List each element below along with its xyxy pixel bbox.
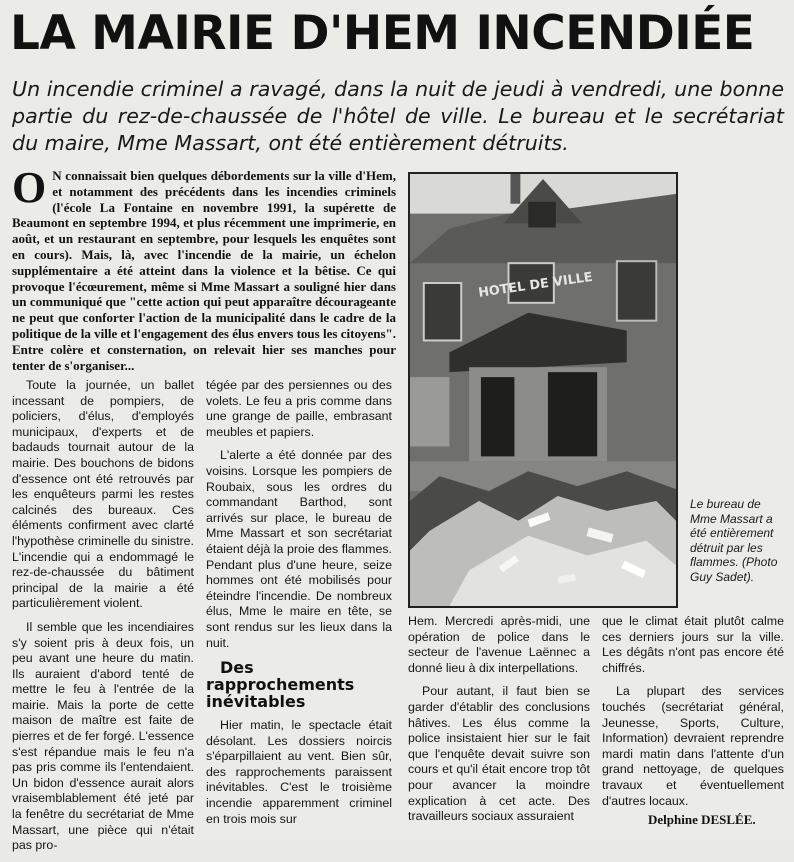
body-paragraph: Toute la journée, un ballet incessant de pompiers, de policiers, d'élus, d'employés municipaux, d'experts et de badauds tournait autour de la mairie. Des bouchons de bidons d'essence ont été retrouvés par les enquêteurs parmi les restes calcinés des bureaux. Ces éléments confirment avec clarté l'hypothèse criminelle du sinistre. L'incendie qui a endommagé le rez-de-chaussée du bâtiment principal de la mairie a été particulièrement violent. — [12, 378, 194, 611]
drop-cap: O — [12, 163, 47, 212]
body-paragraph: Pour autant, il faut bien se garder d'établir des conclusions hâtives. Les élus comme la police insistaient hier sur le fait que l'enquête devait suivre son cours et qu'il était encore trop tôt pour avancer la moindre explication à cet acte. Des travailleurs sociaux assuraient — [408, 684, 590, 824]
body-paragraph: tégée par des persiennes ou des volets. Le feu a pris comme dans une grange de paille, embrasant meubles et papiers. — [206, 378, 392, 439]
body-paragraph: Il semble que les incendiaires s'y soient pris à deux fois, un peu avant une heure du matin. Ils auraient d'abord tenté de mettre le feu à l'entrée de la mairie. Mais la porte de cette maison de maître est faite de pierres et de fer forgé. L'essence s'est répandue mais le feu n'a pas pris comme ils l'entendaient. Un bidon d'essence aurait alors vraisemblablement été jeté par la fenêtre du secrétariat de Mme Massart, une pièce qui n'était pas pro- — [12, 619, 194, 853]
body-column-1 — [12, 378, 194, 862]
body-paragraph: L'alerte a été donnée par des voisins. Lorsque les pompiers de Roubaix, sous les ordres du commandant Barthod, sont arrivés sur place, le bureau de Mme Massart et son secrétariat étaient déjà la proie des flammes. Pendant plus d'une heure, seize hommes ont été mobilisés pour éteindre l'incendie. De nombreux élus, Mme le maire en tête, se sont rendus sur les lieux dans la nuit. — [206, 448, 392, 650]
body-paragraph: Hier matin, le spectacle était désolant. Les dossiers noircis s'éparpillaient au vent. Bien sûr, des rapprochements paraissent inévitables. C'est le troisième incendie apparemment criminel en trois mois sur — [206, 718, 392, 826]
body-paragraph: que le climat était plutôt calme ces derniers jours sur la ville. Les dégâts n'ont pas encore été chiffrés. — [602, 614, 784, 675]
photo-burned-town-hall — [408, 172, 678, 608]
lead-text: N connaissait bien quelques débordements sur la ville d'Hem, et notamment des précédents dans les incendies criminels (l'école La Fontaine en novembre 1991, la supérette de Beaumont en septembre 1994, et plus récemment une imprimerie, en août, et un restaurant en septembre, pour lesquels les enquêtes sont en cours). Mais, là, avec l'incendie de la mairie, un échelon supplémentaire a été atteint dans la violence et la bêtise. Ce qui provoque l'écœurement, même si Mme Massart a souligné hier dans un communiqué que "cette action qui peut apparaître décourageante ne peut que conforter l'action de la municipalité dans le cadre de la politique de la ville et l'engagement des élus envers tous les citoyens". Entre colère et consternation, on relevait hier ses manches pour tenter de s'organiser... — [12, 168, 396, 373]
photo-caption: Le bureau de Mme Massart a été entièrement détruit par les flammes. (Photo Guy Sadet). — [690, 497, 778, 584]
byline: Delphine DESLÉE. — [648, 812, 756, 827]
body-column-3 — [408, 614, 590, 833]
facade-sign: HOTEL DE VILLE — [477, 269, 594, 301]
body-paragraph: La plupart des services touchés (secrétariat général, Jeunesse, Sports, Culture, Information) devraient reprendre mardi matin dans l'attente d'un grand nettoyage, de quelques travaux et éventuellement d'autres locaux. — [602, 684, 784, 808]
deck-summary: Un incendie criminel a ravagé, dans la nuit de jeudi à vendredi, une bonne partie du rez-de-chaussée de l'hôtel de ville. Le bureau et le secrétariat du maire, Mme Massart, ont été entièrement détruits. — [12, 77, 784, 155]
subheading: Des rapprochements inévitables — [206, 658, 355, 712]
body-paragraph: Hem. Mercredi après-midi, une opération de police dans le secteur de l'avenue Laënnec a donné lieu à dix interpellations. — [408, 614, 590, 675]
body-column-2 — [206, 378, 392, 835]
lead-paragraph — [12, 163, 396, 373]
body-column-4 — [602, 614, 784, 817]
headline: LA MAIRIE D'HEM INCENDIÉE — [10, 6, 755, 61]
building-photo-illustration — [410, 174, 676, 606]
